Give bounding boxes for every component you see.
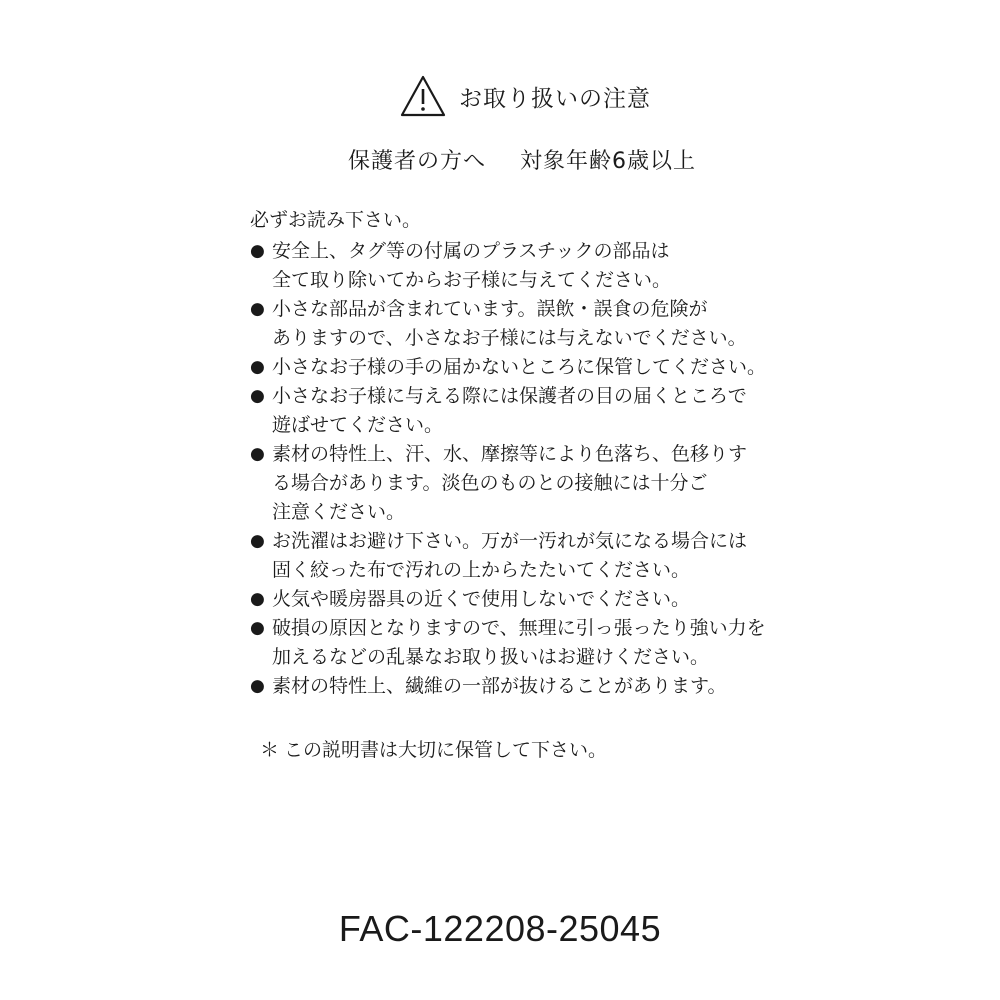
footnote-text: この説明書は大切に保管して下さい。 <box>284 739 608 761</box>
instruction-text <box>272 614 766 672</box>
bullet-marker: ● <box>250 299 265 319</box>
instruction-text <box>272 353 766 382</box>
instruction-text <box>272 237 671 295</box>
instruction-item <box>250 527 810 585</box>
instruction-text <box>272 440 747 527</box>
instruction-text <box>272 672 726 701</box>
instructions-intro: 必ずお読み下さい。 <box>250 209 422 231</box>
instruction-line: 加えるなどの乱暴なお取り扱いはお避けください。 <box>272 646 710 668</box>
footnote <box>260 735 607 765</box>
bullet-marker: ● <box>250 676 265 696</box>
instruction-item <box>250 295 810 353</box>
instruction-item <box>250 585 810 614</box>
audience-row <box>348 142 696 176</box>
instructions-section <box>250 205 810 701</box>
bullet-marker: ● <box>250 531 265 551</box>
instruction-text <box>272 382 747 440</box>
instruction-line: 固く絞った布で汚れの上からたたいてください。 <box>272 559 691 581</box>
warning-triangle-icon <box>399 74 447 118</box>
instruction-line: 安全上、タグ等の付属のプラスチックの部品は <box>272 240 670 262</box>
instruction-text <box>272 585 690 614</box>
instruction-line: 破損の原因となりますので、無理に引っ張ったり強い力を <box>272 617 766 639</box>
age-target-label: 対象年齢6歳以上 <box>520 148 697 174</box>
product-code: FAC-122208-25045 <box>338 908 662 949</box>
notice-title: お取り扱いの注意 <box>459 85 651 112</box>
instruction-line: 遊ばせてください。 <box>272 414 444 436</box>
bullet-marker: ● <box>250 241 265 261</box>
notice-title-row <box>0 66 1000 126</box>
instruction-line: お洗濯はお避け下さい。万が一汚れが気になる場合には <box>272 530 748 552</box>
instruction-line: 素材の特性上、繊維の一部が抜けることがあります。 <box>272 675 727 697</box>
instruction-line: 火気や暖房器具の近くで使用しないでください。 <box>272 588 691 610</box>
instruction-text <box>272 527 747 585</box>
instruction-item <box>250 614 810 672</box>
instruction-line: ありますので、小さなお子様には与えないでください。 <box>272 327 747 349</box>
bullet-marker: ● <box>250 444 265 464</box>
instruction-line: 小さなお子様に与える際には保護者の目の届くところで <box>272 385 747 407</box>
instruction-list <box>250 237 810 701</box>
audience-label: 保護者の方へ <box>348 148 487 174</box>
instruction-item <box>250 353 810 382</box>
instruction-line: 小さな部品が含まれています。誤飲・誤食の危険が <box>272 298 708 320</box>
instruction-line: 注意ください。 <box>272 501 406 523</box>
instruction-text <box>272 295 747 353</box>
instruction-item <box>250 382 810 440</box>
bullet-marker: ● <box>250 618 265 638</box>
instruction-item <box>250 440 810 527</box>
instruction-line: 素材の特性上、汗、水、摩擦等により色落ち、色移りす <box>272 443 748 465</box>
instruction-item <box>250 237 810 295</box>
instruction-line: 小さなお子様の手の届かないところに保管してください。 <box>272 356 767 378</box>
bullet-marker: ● <box>250 357 265 377</box>
instruction-item <box>250 672 810 701</box>
bullet-marker: ● <box>250 386 265 406</box>
bullet-marker: ● <box>250 589 265 609</box>
instruction-line: 全て取り除いてからお子様に与えてください。 <box>272 269 672 291</box>
footnote-mark: ＊ <box>260 739 280 761</box>
instruction-line: る場合があります。淡色のものとの接触には十分ご <box>272 472 708 494</box>
